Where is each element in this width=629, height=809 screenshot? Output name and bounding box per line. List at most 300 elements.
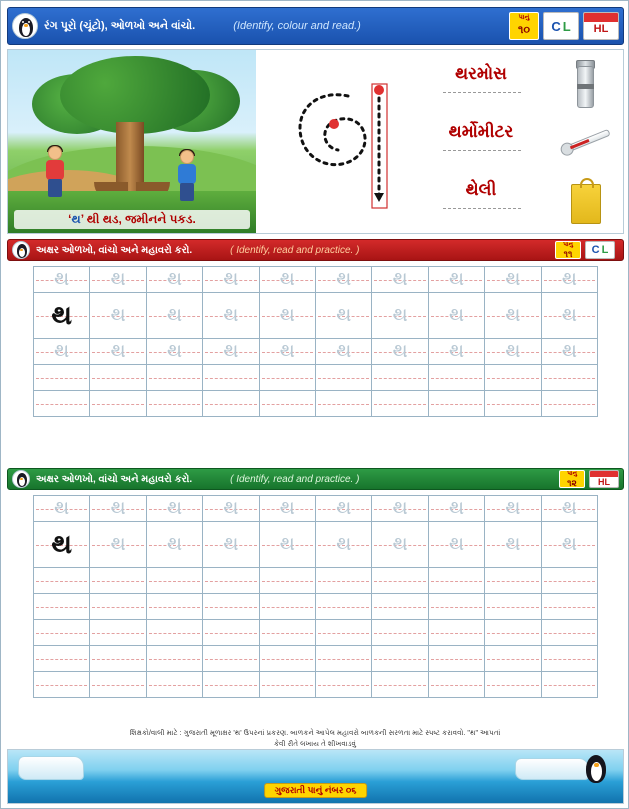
traceable-letter: થ	[223, 304, 239, 326]
practice-cell[interactable]	[542, 646, 598, 672]
footer-note-line1: શિક્ષકો/વાલી માટે : ગુજરાતી મૂળાક્ષર 'થ' ઉપરનાં પ્રકરણ. બાળકને આપેલ મહાવરો બાળકની સરળતા માટે સ્પષ્ટ કરાવવો. "થ" આપતાં	[129, 728, 501, 737]
practice-cell[interactable]	[203, 293, 259, 339]
practice-grid-section3[interactable]	[33, 495, 598, 698]
shopping-bag-icon	[555, 174, 617, 228]
practice-cell[interactable]	[90, 339, 146, 365]
practice-cell[interactable]	[485, 365, 541, 391]
practice-cell[interactable]	[485, 568, 541, 594]
cl-badge-first: C	[591, 244, 600, 256]
cell-midline	[36, 581, 87, 582]
traceable-letter: થ	[110, 533, 126, 555]
cell-midline	[487, 607, 538, 608]
practice-cell[interactable]	[485, 620, 541, 646]
cell-midline	[36, 404, 87, 405]
practice-cell[interactable]	[372, 496, 428, 522]
practice-cell[interactable]	[429, 293, 485, 339]
practice-cell[interactable]	[90, 496, 146, 522]
child-figure-left	[42, 146, 68, 198]
practice-grid-section2[interactable]	[33, 266, 598, 417]
traceable-letter: થ	[336, 497, 352, 519]
practice-cell[interactable]	[372, 672, 428, 698]
traceable-letter: થ	[279, 533, 295, 555]
cell-midline	[374, 378, 425, 379]
cell-midline	[205, 378, 256, 379]
practice-cell[interactable]	[429, 620, 485, 646]
child-figure-right	[174, 150, 200, 202]
cell-midline	[205, 607, 256, 608]
cell-midline	[431, 685, 482, 686]
practice-cell[interactable]	[34, 568, 90, 594]
practice-cell[interactable]	[147, 267, 203, 293]
thermometer-icon	[555, 116, 617, 170]
practice-row[interactable]	[34, 620, 598, 646]
practice-cell[interactable]	[372, 365, 428, 391]
practice-cell[interactable]	[203, 496, 259, 522]
practice-cell[interactable]	[34, 620, 90, 646]
practice-cell[interactable]	[203, 646, 259, 672]
word-writing-line	[443, 150, 521, 151]
practice-cell[interactable]	[316, 568, 372, 594]
practice-cell[interactable]	[485, 594, 541, 620]
traceable-letter: થ	[223, 533, 239, 555]
practice-row[interactable]	[34, 672, 598, 698]
practice-cell[interactable]	[316, 267, 372, 293]
practice-cell[interactable]	[429, 496, 485, 522]
thermos-flask-icon	[555, 58, 617, 112]
page-badge-number: ૧૨	[567, 478, 577, 488]
cell-midline	[149, 607, 200, 608]
traceable-letter: થ	[279, 340, 295, 362]
practice-cell[interactable]	[203, 365, 259, 391]
word-text: થરમોસ	[455, 64, 507, 83]
practice-cell[interactable]	[429, 522, 485, 568]
practice-cell[interactable]	[316, 522, 372, 568]
practice-cell[interactable]	[34, 267, 90, 293]
illustration-caption	[14, 210, 250, 229]
practice-cell[interactable]	[203, 568, 259, 594]
cell-midline	[318, 404, 369, 405]
practice-cell[interactable]	[203, 339, 259, 365]
practice-row[interactable]	[34, 646, 598, 672]
cell-midline	[149, 378, 200, 379]
section3-instruction-english: ( Identify, read and practice. )	[230, 473, 360, 485]
practice-cell[interactable]	[260, 568, 316, 594]
traceable-letter: થ	[505, 497, 521, 519]
practice-cell[interactable]	[90, 293, 146, 339]
word-row	[413, 172, 624, 230]
cell-midline	[487, 633, 538, 634]
traceable-letter: થ	[561, 268, 578, 290]
word-text: થેલી	[465, 180, 497, 199]
traceable-letter: થ	[336, 268, 352, 290]
cell-midline	[487, 659, 538, 660]
practice-cell[interactable]	[542, 568, 598, 594]
iceberg-right-icon	[515, 758, 589, 780]
practice-row[interactable]	[34, 568, 598, 594]
practice-cell[interactable]	[316, 646, 372, 672]
practice-cell[interactable]	[203, 672, 259, 698]
practice-cell[interactable]	[147, 620, 203, 646]
practice-row[interactable]	[34, 365, 598, 391]
traceable-letter: થ	[336, 340, 352, 362]
practice-cell[interactable]	[372, 568, 428, 594]
cell-midline	[544, 659, 595, 660]
practice-cell[interactable]	[147, 522, 203, 568]
practice-cell[interactable]	[147, 568, 203, 594]
practice-cell[interactable]	[34, 672, 90, 698]
cell-midline	[318, 659, 369, 660]
traceable-letter: થ	[505, 268, 521, 290]
caption-letter: થ	[71, 212, 81, 226]
cell-midline	[92, 659, 143, 660]
cell-midline	[544, 633, 595, 634]
practice-cell[interactable]	[542, 522, 598, 568]
practice-cell[interactable]	[485, 522, 541, 568]
hl-badge-text: HL	[593, 23, 609, 35]
practice-cell[interactable]	[485, 646, 541, 672]
cell-midline	[262, 404, 313, 405]
cell-midline	[36, 685, 87, 686]
cell-midline	[431, 378, 482, 379]
cell-midline	[92, 633, 143, 634]
cell-midline	[374, 659, 425, 660]
practice-cell[interactable]	[34, 496, 90, 522]
cell-midline	[431, 607, 482, 608]
cell-midline	[205, 659, 256, 660]
practice-cell[interactable]	[147, 672, 203, 698]
practice-cell[interactable]	[316, 365, 372, 391]
header-bar-section2	[7, 239, 624, 261]
traceable-letter: થ	[166, 497, 183, 519]
practice-cell[interactable]	[90, 365, 146, 391]
page-badge-title: પાનું	[567, 471, 577, 477]
traceable-letter: થ	[223, 268, 239, 290]
practice-cell[interactable]	[260, 267, 316, 293]
practice-row[interactable]	[34, 522, 598, 568]
cell-midline	[36, 659, 87, 660]
practice-cell[interactable]	[34, 594, 90, 620]
practice-cell[interactable]	[372, 594, 428, 620]
practice-cell[interactable]	[203, 267, 259, 293]
cell-midline	[374, 685, 425, 686]
practice-cell[interactable]	[260, 620, 316, 646]
practice-cell[interactable]	[260, 391, 316, 417]
practice-cell[interactable]	[316, 339, 372, 365]
caption-text: ’ થી થડ, જમીનને પકડ.	[80, 212, 196, 226]
cl-badge	[543, 12, 579, 40]
traceable-letter: થ	[392, 340, 408, 362]
cell-midline	[149, 685, 200, 686]
practice-cell[interactable]	[542, 496, 598, 522]
traceable-letter: થ	[505, 304, 521, 326]
cell-midline	[431, 581, 482, 582]
cell-midline	[374, 633, 425, 634]
practice-cell[interactable]	[429, 568, 485, 594]
traceable-letter: થ	[505, 340, 521, 362]
footer-strip	[7, 749, 624, 804]
cell-midline	[149, 633, 200, 634]
practice-cell[interactable]	[260, 646, 316, 672]
traceable-letter: થ	[279, 268, 295, 290]
cell-midline	[36, 378, 87, 379]
cell-midline	[92, 581, 143, 582]
cell-midline	[374, 607, 425, 608]
cell-midline	[36, 607, 87, 608]
traceable-letter: થ	[392, 533, 408, 555]
practice-cell[interactable]	[260, 496, 316, 522]
tree-scene-image	[8, 50, 256, 233]
traceable-letter: થ	[166, 268, 183, 290]
cell-midline	[205, 581, 256, 582]
page-number-badge	[555, 241, 581, 259]
traceable-letter: થ	[54, 340, 70, 362]
cell-midline	[262, 607, 313, 608]
model-letter: થ	[51, 299, 73, 330]
page-badge-title: પાનું	[518, 14, 530, 21]
practice-row[interactable]	[34, 293, 598, 339]
practice-cell[interactable]	[147, 293, 203, 339]
traceable-letter: થ	[448, 533, 465, 555]
practice-cell[interactable]	[372, 522, 428, 568]
practice-cell[interactable]	[485, 293, 541, 339]
practice-cell[interactable]	[316, 620, 372, 646]
footer-note-line2: કેવી રીતે લખાય તે શીખવાડવું	[273, 739, 357, 748]
cell-midline	[431, 404, 482, 405]
cell-midline	[262, 378, 313, 379]
model-letter: થ	[51, 528, 73, 559]
practice-cell[interactable]	[316, 391, 372, 417]
practice-cell[interactable]	[203, 620, 259, 646]
practice-cell[interactable]	[429, 365, 485, 391]
cell-midline	[149, 581, 200, 582]
traceable-letter: થ	[561, 533, 578, 555]
practice-cell[interactable]	[90, 522, 146, 568]
traceable-letter: થ	[166, 533, 183, 555]
practice-cell[interactable]	[34, 522, 90, 568]
practice-cell[interactable]	[542, 339, 598, 365]
hl-badge	[583, 12, 619, 40]
practice-cell[interactable]	[542, 365, 598, 391]
practice-cell[interactable]	[147, 339, 203, 365]
cl-badge	[585, 241, 615, 259]
practice-cell[interactable]	[34, 365, 90, 391]
practice-cell[interactable]	[90, 672, 146, 698]
cell-midline	[92, 378, 143, 379]
cell-midline	[92, 607, 143, 608]
cell-midline	[205, 633, 256, 634]
word-row	[413, 114, 624, 172]
traceable-letter: થ	[336, 304, 352, 326]
practice-cell[interactable]	[147, 594, 203, 620]
word-list	[413, 56, 624, 232]
page-badge-number: ૧૧	[563, 249, 573, 259]
practice-cell[interactable]	[90, 620, 146, 646]
traceable-letter: થ	[336, 533, 352, 555]
cell-midline	[431, 633, 482, 634]
practice-cell[interactable]	[90, 568, 146, 594]
practice-cell[interactable]	[372, 620, 428, 646]
practice-row[interactable]	[34, 594, 598, 620]
word-writing-line	[443, 92, 521, 93]
footer-page-label: ગુજરાતી પાનું નંબર ૦૬	[264, 783, 368, 798]
practice-cell[interactable]	[542, 267, 598, 293]
hl-badge	[589, 470, 619, 488]
practice-cell[interactable]	[485, 672, 541, 698]
caption-quote-open: ‘	[68, 212, 72, 226]
practice-cell[interactable]	[203, 594, 259, 620]
practice-cell[interactable]	[429, 594, 485, 620]
practice-cell[interactable]	[34, 391, 90, 417]
practice-cell[interactable]	[34, 339, 90, 365]
practice-cell[interactable]	[485, 267, 541, 293]
practice-cell[interactable]	[34, 646, 90, 672]
cell-midline	[487, 581, 538, 582]
cell-midline	[544, 607, 595, 608]
traceable-letter: થ	[110, 340, 126, 362]
cell-midline	[544, 581, 595, 582]
cell-midline	[149, 659, 200, 660]
practice-cell[interactable]	[429, 391, 485, 417]
practice-cell[interactable]	[316, 672, 372, 698]
header-instruction-gujarati: રંગ પૂરો (ચૂંટો), ઓળખો અને વાંચો.	[44, 19, 196, 32]
traceable-letter: થ	[392, 497, 408, 519]
penguin-icon	[12, 470, 30, 488]
practice-cell[interactable]	[429, 267, 485, 293]
cell-midline	[149, 404, 200, 405]
traceable-letter: થ	[223, 497, 239, 519]
practice-cell[interactable]	[90, 594, 146, 620]
cell-midline	[318, 581, 369, 582]
practice-row[interactable]	[34, 496, 598, 522]
practice-cell[interactable]	[260, 339, 316, 365]
cl-badge-first: C	[551, 18, 561, 34]
hl-badge-text: HL	[598, 477, 610, 487]
cell-midline	[262, 581, 313, 582]
practice-cell[interactable]	[372, 267, 428, 293]
practice-cell[interactable]	[260, 522, 316, 568]
traceable-letter: થ	[561, 497, 578, 519]
practice-cell[interactable]	[429, 672, 485, 698]
cell-midline	[262, 659, 313, 660]
hl-badge-roof	[584, 13, 618, 22]
traceable-letter: થ	[223, 340, 239, 362]
practice-cell[interactable]	[542, 594, 598, 620]
practice-cell[interactable]	[260, 293, 316, 339]
practice-cell[interactable]	[485, 339, 541, 365]
practice-cell[interactable]	[260, 365, 316, 391]
practice-cell[interactable]	[542, 293, 598, 339]
practice-cell[interactable]	[485, 391, 541, 417]
cell-midline	[544, 404, 595, 405]
practice-cell[interactable]	[90, 646, 146, 672]
traceable-letter: થ	[110, 497, 126, 519]
practice-cell[interactable]	[316, 293, 372, 339]
page-number-badge	[559, 470, 585, 488]
traceable-letter: થ	[392, 304, 408, 326]
page-number-badge	[509, 12, 539, 40]
practice-cell[interactable]	[372, 391, 428, 417]
penguin-icon	[581, 752, 611, 790]
practice-cell[interactable]	[429, 339, 485, 365]
practice-cell[interactable]	[260, 672, 316, 698]
traceable-letter: થ	[279, 497, 295, 519]
section3-instruction-gujarati: અક્ષર ઓળખો, વાંચો અને મહાવરો કરો.	[36, 473, 193, 485]
letter-trace-guide	[276, 60, 406, 225]
traceable-letter: થ	[54, 497, 70, 519]
practice-cell[interactable]	[147, 391, 203, 417]
practice-cell[interactable]	[542, 672, 598, 698]
practice-cell[interactable]	[316, 594, 372, 620]
header-bar-top	[7, 7, 624, 45]
illustration-panel	[7, 49, 624, 234]
practice-cell[interactable]	[372, 339, 428, 365]
practice-cell[interactable]	[203, 391, 259, 417]
section2-instruction-gujarati: અક્ષર ઓળખો, વાંચો અને મહાવરો કરો.	[36, 244, 193, 256]
cell-midline	[374, 581, 425, 582]
traceable-letter: થ	[110, 304, 126, 326]
traceable-letter: થ	[110, 268, 126, 290]
traceable-letter: થ	[448, 304, 465, 326]
practice-row[interactable]	[34, 339, 598, 365]
cell-midline	[431, 659, 482, 660]
traceable-letter: થ	[166, 304, 183, 326]
practice-cell[interactable]	[90, 391, 146, 417]
practice-row[interactable]	[34, 391, 598, 417]
cell-midline	[318, 685, 369, 686]
cl-badge-second: L	[601, 244, 609, 256]
footer-teacher-note	[41, 727, 589, 749]
traceable-letter: થ	[448, 340, 465, 362]
practice-cell[interactable]	[542, 391, 598, 417]
practice-cell[interactable]	[34, 293, 90, 339]
practice-cell[interactable]	[542, 620, 598, 646]
header-bar-section3	[7, 468, 624, 490]
cell-midline	[262, 685, 313, 686]
practice-cell[interactable]	[90, 267, 146, 293]
section2-instruction-english: ( Identify, read and practice. )	[230, 244, 360, 256]
penguin-icon	[12, 13, 38, 39]
word-text: થર્મોમીટર	[448, 122, 514, 141]
cell-midline	[205, 404, 256, 405]
cell-midline	[544, 378, 595, 379]
practice-cell[interactable]	[372, 646, 428, 672]
practice-cell[interactable]	[372, 293, 428, 339]
cell-midline	[92, 404, 143, 405]
cell-midline	[318, 607, 369, 608]
traceable-letter: થ	[392, 268, 408, 290]
word-row	[413, 56, 624, 114]
penguin-icon	[12, 241, 30, 259]
cell-midline	[544, 685, 595, 686]
page-badge-title: પાનું	[563, 242, 573, 248]
practice-cell[interactable]	[147, 365, 203, 391]
traceable-letter: થ	[279, 304, 295, 326]
cell-midline	[92, 685, 143, 686]
practice-cell[interactable]	[316, 496, 372, 522]
traceable-letter: થ	[448, 268, 465, 290]
practice-row[interactable]	[34, 267, 598, 293]
practice-cell[interactable]	[147, 496, 203, 522]
word-writing-line	[443, 208, 521, 209]
traceable-letter: થ	[448, 497, 465, 519]
cl-badge-second: L	[562, 18, 571, 34]
practice-cell[interactable]	[147, 646, 203, 672]
practice-cell[interactable]	[203, 522, 259, 568]
traceable-letter: થ	[561, 340, 578, 362]
practice-cell[interactable]	[485, 496, 541, 522]
practice-cell[interactable]	[260, 594, 316, 620]
practice-cell[interactable]	[429, 646, 485, 672]
